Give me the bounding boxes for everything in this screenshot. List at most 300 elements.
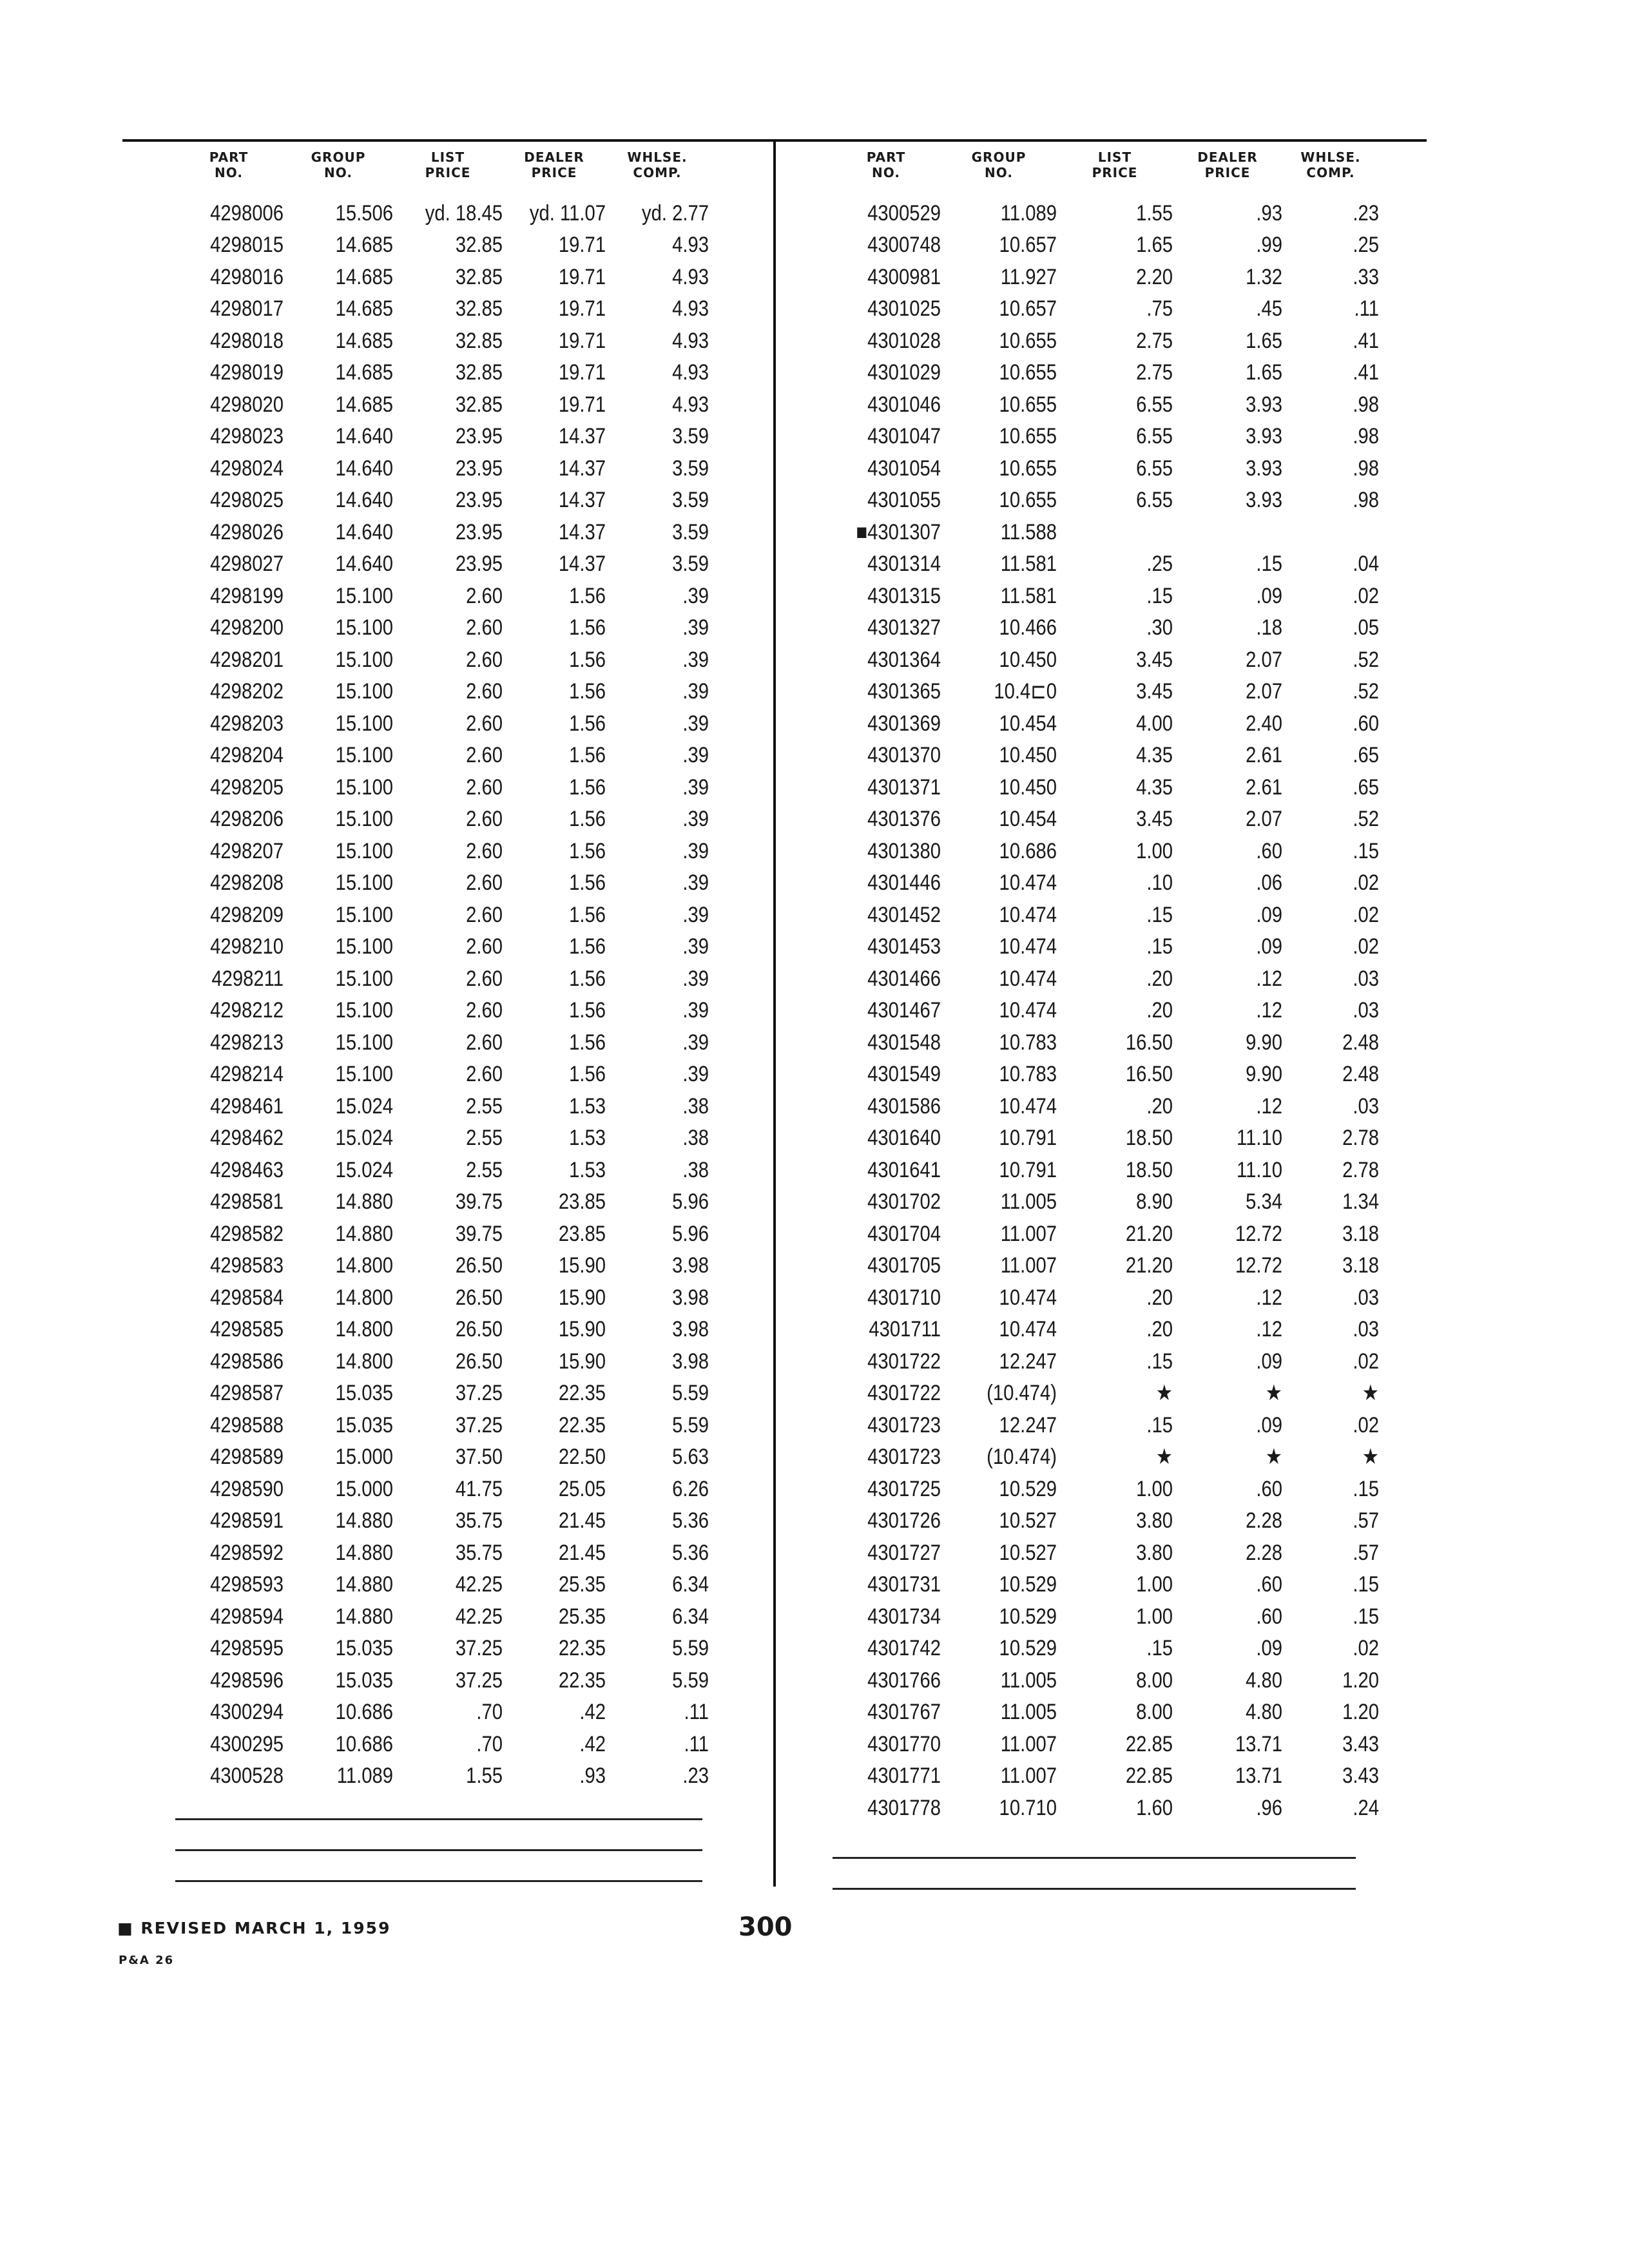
part-no-cell: 4301771 — [867, 1763, 941, 1789]
whlse-comp-cell: .41 — [1353, 360, 1379, 385]
table-row — [174, 1537, 709, 1569]
group-no-cell: 10.529 — [999, 1572, 1057, 1597]
part-no-cell: 4298462 — [210, 1126, 284, 1151]
table-row — [831, 325, 1379, 357]
table-row — [174, 1728, 709, 1760]
whlse-comp-cell: 3.59 — [672, 424, 709, 449]
part-no-cell: 4298588 — [210, 1412, 284, 1437]
table-row — [174, 580, 709, 612]
dealer-price-cell: 15.90 — [558, 1317, 606, 1342]
whlse-comp-cell: .33 — [1353, 264, 1379, 289]
part-no-cell: 4298203 — [210, 711, 284, 736]
whlse-comp-cell: .41 — [1353, 328, 1379, 353]
group-no-cell: 10.474 — [999, 902, 1057, 927]
whlse-comp-cell: 5.59 — [672, 1667, 709, 1693]
header-whlse-comp: WHLSE. COMP. — [627, 149, 688, 180]
table-row — [831, 1282, 1379, 1314]
dealer-price-cell: 11.10 — [1236, 1157, 1282, 1182]
group-no-cell: 15.100 — [335, 807, 393, 832]
table-row — [831, 1314, 1379, 1346]
list-price-cell: 21.20 — [1125, 1253, 1173, 1278]
dealer-price-cell: 2.61 — [1246, 743, 1282, 768]
table-row — [831, 644, 1379, 676]
table-row — [174, 1250, 709, 1282]
dealer-price-cell: 19.71 — [558, 296, 606, 322]
whlse-comp-cell: .04 — [1353, 552, 1379, 577]
table-row — [174, 1409, 709, 1441]
group-no-cell: 15.100 — [335, 647, 393, 672]
group-no-cell: 10.655 — [999, 456, 1057, 481]
table-row — [174, 357, 709, 389]
group-no-cell: 10.474 — [999, 934, 1057, 959]
left-column-header — [174, 149, 709, 192]
list-price-cell: 6.55 — [1136, 488, 1173, 513]
group-no-cell: 15.100 — [335, 711, 393, 736]
part-no-cell: 4301702 — [867, 1189, 941, 1215]
list-price-cell: 32.85 — [455, 264, 503, 289]
group-no-cell: 10.791 — [999, 1157, 1057, 1182]
list-price-cell: 2.60 — [466, 934, 503, 959]
group-no-cell: 10.450 — [999, 774, 1057, 800]
group-no-cell: 10.474 — [999, 1317, 1057, 1342]
group-no-cell: 14.640 — [335, 424, 393, 449]
whlse-comp-cell: .39 — [682, 934, 709, 959]
group-no-cell: 14.880 — [335, 1572, 393, 1597]
table-row — [831, 867, 1379, 899]
table-row — [831, 835, 1379, 867]
part-no-cell: 4298210 — [210, 934, 284, 959]
dealer-price-cell: 1.53 — [569, 1093, 606, 1119]
dealer-price-cell: 9.90 — [1246, 1062, 1282, 1087]
table-row — [831, 293, 1379, 325]
table-row — [831, 1250, 1379, 1282]
header-part-no: PART NO. — [209, 149, 249, 180]
group-no-cell: 11.005 — [1000, 1700, 1057, 1725]
group-no-cell: 11.005 — [1000, 1667, 1057, 1693]
dealer-price-cell: 12.72 — [1235, 1253, 1282, 1278]
whlse-comp-cell: ★ — [1362, 1445, 1379, 1470]
group-no-cell: (10.474) — [987, 1445, 1057, 1470]
table-row — [831, 963, 1379, 995]
group-no-cell: 10.655 — [999, 360, 1057, 385]
list-price-cell: 4.35 — [1136, 774, 1173, 800]
table-row — [174, 1378, 709, 1410]
group-no-cell: 15.100 — [335, 679, 393, 704]
whlse-comp-cell: .60 — [1353, 711, 1379, 736]
whlse-comp-cell: 5.96 — [672, 1189, 709, 1215]
right-table-body — [831, 197, 1379, 1824]
whlse-comp-cell: .02 — [1353, 583, 1379, 608]
part-no-cell: 4301365 — [867, 679, 941, 704]
part-no-cell: 4301766 — [867, 1667, 941, 1693]
part-no-cell: 4300981 — [867, 264, 941, 289]
whlse-comp-cell: .57 — [1353, 1540, 1379, 1565]
part-no-cell: 4298581 — [210, 1189, 284, 1215]
dealer-price-cell: 15.90 — [558, 1253, 606, 1278]
part-no-cell: 4298591 — [210, 1508, 284, 1533]
table-row — [831, 197, 1379, 229]
part-no-cell: 4298025 — [210, 488, 284, 513]
list-price-cell: .70 — [476, 1731, 503, 1756]
whlse-comp-cell: .02 — [1353, 934, 1379, 959]
page-number: 300 — [738, 1912, 793, 1942]
whlse-comp-cell: 6.34 — [672, 1572, 709, 1597]
list-price-cell: 2.60 — [466, 774, 503, 800]
dealer-price-cell: 23.85 — [558, 1221, 606, 1246]
part-no-cell: 4301723 — [867, 1445, 941, 1470]
group-no-cell: 10.454 — [999, 807, 1057, 832]
part-no-cell: 4298207 — [210, 838, 284, 863]
list-price-cell: 4.35 — [1136, 743, 1173, 768]
part-no-cell: 4301778 — [867, 1795, 941, 1820]
part-no-cell: 4298590 — [210, 1476, 284, 1501]
part-no-cell: 4298212 — [210, 998, 284, 1023]
part-no-cell: 4301466 — [867, 966, 941, 991]
group-no-cell: 11.581 — [1000, 583, 1057, 608]
whlse-comp-cell: .98 — [1353, 488, 1379, 513]
whlse-comp-cell: 3.59 — [672, 456, 709, 481]
whlse-comp-cell: .02 — [1353, 1349, 1379, 1374]
list-price-cell: 1.60 — [1136, 1795, 1173, 1820]
whlse-comp-cell: .39 — [682, 711, 709, 736]
list-price-cell: .15 — [1146, 1636, 1173, 1661]
part-no-cell: 4301725 — [867, 1476, 941, 1501]
dealer-price-cell: 2.28 — [1246, 1508, 1282, 1533]
group-no-cell: 15.000 — [335, 1476, 393, 1501]
dealer-price-cell: 1.32 — [1246, 264, 1282, 289]
group-no-cell: 15.100 — [335, 615, 393, 640]
part-no-cell: 4298206 — [210, 807, 284, 832]
table-row — [831, 771, 1379, 803]
list-price-cell: 6.55 — [1136, 456, 1173, 481]
dealer-price-cell: .96 — [1256, 1795, 1282, 1820]
dealer-price-cell: .12 — [1256, 1317, 1282, 1342]
group-no-cell: 10.686 — [999, 838, 1057, 863]
header-list-price: LIST PRICE — [1092, 149, 1138, 180]
table-row — [831, 899, 1379, 931]
part-no-cell: 4298016 — [210, 264, 284, 289]
group-no-cell: 10.527 — [999, 1508, 1057, 1533]
dealer-price-cell: 1.56 — [569, 902, 606, 927]
whlse-comp-cell: .03 — [1353, 998, 1379, 1023]
group-no-cell: 15.035 — [335, 1636, 393, 1661]
table-row — [831, 1537, 1379, 1569]
dealer-price-cell: 22.35 — [558, 1667, 606, 1693]
table-row — [831, 452, 1379, 485]
whlse-comp-cell: .11 — [684, 1700, 709, 1725]
group-no-cell: 10.791 — [999, 1126, 1057, 1151]
group-no-cell: 10.710 — [999, 1795, 1057, 1820]
table-row — [831, 357, 1379, 389]
part-no-cell: 4298209 — [210, 902, 284, 927]
part-no-cell: 4301055 — [867, 488, 941, 513]
part-no-cell: 4301705 — [867, 1253, 941, 1278]
list-price-cell: 37.50 — [455, 1445, 503, 1470]
group-no-cell: 11.007 — [1000, 1731, 1057, 1756]
part-no-cell: 4301586 — [867, 1093, 941, 1119]
whlse-comp-cell: .03 — [1353, 1285, 1379, 1310]
list-price-cell: ★ — [1155, 1381, 1173, 1406]
dealer-price-cell: 14.37 — [558, 519, 606, 544]
dealer-price-cell: 1.56 — [569, 998, 606, 1023]
part-no-cell: 4301054 — [867, 456, 941, 481]
dealer-price-cell: 1.56 — [569, 966, 606, 991]
whlse-comp-cell: 4.93 — [672, 264, 709, 289]
part-no-cell: 4301376 — [867, 807, 941, 832]
whlse-comp-cell: .39 — [682, 583, 709, 608]
whlse-comp-cell: 5.59 — [672, 1636, 709, 1661]
list-price-cell: 22.85 — [1125, 1763, 1173, 1789]
group-no-cell: 14.685 — [335, 392, 393, 417]
table-row — [174, 1282, 709, 1314]
dealer-price-cell: 1.65 — [1246, 328, 1282, 353]
group-no-cell: 10.655 — [999, 488, 1057, 513]
list-price-cell: ★ — [1155, 1445, 1173, 1470]
group-no-cell: 14.800 — [335, 1253, 393, 1278]
group-no-cell: 15.100 — [335, 966, 393, 991]
group-no-cell: 10.783 — [999, 1062, 1057, 1087]
dealer-price-cell: .18 — [1256, 615, 1282, 640]
table-row — [174, 1345, 709, 1378]
header-list-price: LIST PRICE — [425, 149, 471, 180]
part-no-cell: 4298205 — [210, 774, 284, 800]
whlse-comp-cell: 3.98 — [672, 1253, 709, 1278]
list-price-cell: 32.85 — [455, 233, 503, 258]
group-no-cell: 10.450 — [999, 743, 1057, 768]
list-price-cell: 32.85 — [455, 328, 503, 353]
part-no-cell: 4301710 — [867, 1285, 941, 1310]
part-no-cell: 4301369 — [867, 711, 941, 736]
part-no-cell: 4298583 — [210, 1253, 284, 1278]
list-price-cell: 39.75 — [455, 1221, 503, 1246]
group-no-cell: 14.880 — [335, 1221, 393, 1246]
group-no-cell: 10.655 — [999, 328, 1057, 353]
whlse-comp-cell: 3.18 — [1342, 1253, 1379, 1278]
list-price-cell: .15 — [1146, 1349, 1173, 1374]
dealer-price-cell: 23.85 — [558, 1189, 606, 1215]
group-no-cell: 10.657 — [999, 233, 1057, 258]
column-divider — [773, 140, 776, 1887]
part-no-cell: 4298015 — [210, 233, 284, 258]
dealer-price-cell: 1.56 — [569, 583, 606, 608]
whlse-comp-cell: 3.59 — [672, 488, 709, 513]
header-group-no: GROUP NO. — [971, 149, 1027, 180]
list-price-cell: 32.85 — [455, 360, 503, 385]
part-no-cell: 4301371 — [867, 774, 941, 800]
list-price-cell: .15 — [1146, 902, 1173, 927]
dealer-price-cell: .42 — [579, 1700, 606, 1725]
dealer-price-cell: 19.71 — [558, 233, 606, 258]
list-price-cell: 32.85 — [455, 296, 503, 322]
whlse-comp-cell: .52 — [1353, 807, 1379, 832]
list-price-cell: .30 — [1146, 615, 1173, 640]
list-price-cell: .20 — [1146, 1093, 1173, 1119]
whlse-comp-cell: 3.59 — [672, 552, 709, 577]
list-price-cell: 23.95 — [455, 519, 503, 544]
group-no-cell: 14.800 — [335, 1285, 393, 1310]
list-price-cell: 8.00 — [1136, 1700, 1173, 1725]
group-no-cell: 10.529 — [999, 1636, 1057, 1661]
list-price-cell: 2.60 — [466, 583, 503, 608]
part-no-cell: 4298020 — [210, 392, 284, 417]
whlse-comp-cell: 3.98 — [672, 1317, 709, 1342]
whlse-comp-cell: 4.93 — [672, 360, 709, 385]
dealer-price-cell: 1.56 — [569, 838, 606, 863]
part-no-cell: 4298208 — [210, 870, 284, 896]
list-price-cell: 35.75 — [455, 1508, 503, 1533]
table-row — [174, 771, 709, 803]
part-no-cell: 4298023 — [210, 424, 284, 449]
group-no-cell: 10.466 — [999, 615, 1057, 640]
list-price-cell: 18.50 — [1125, 1157, 1173, 1182]
dealer-price-cell: 22.50 — [558, 1445, 606, 1470]
group-no-cell: 10.686 — [335, 1700, 393, 1725]
list-price-cell: .20 — [1146, 1317, 1173, 1342]
part-no-cell: 4300295 — [210, 1731, 284, 1756]
part-no-cell: 4298006 — [210, 200, 284, 226]
part-no-cell: 4301370 — [867, 743, 941, 768]
whlse-comp-cell: .39 — [682, 838, 709, 863]
table-row — [174, 548, 709, 581]
table-row — [174, 516, 709, 548]
group-no-cell: 10.655 — [999, 392, 1057, 417]
part-no-cell: 4301731 — [867, 1572, 941, 1597]
table-row — [174, 1600, 709, 1633]
dealer-price-cell: 22.35 — [558, 1636, 606, 1661]
dealer-price-cell: .42 — [579, 1731, 606, 1756]
whlse-comp-cell: .98 — [1353, 456, 1379, 481]
list-price-cell: 21.20 — [1125, 1221, 1173, 1246]
header-part-no: PART NO. — [866, 149, 906, 180]
whlse-comp-cell: .11 — [1354, 296, 1379, 322]
group-no-cell: 10.529 — [999, 1476, 1057, 1501]
table-row — [831, 1792, 1379, 1824]
table-row — [831, 803, 1379, 836]
whlse-comp-cell: 5.36 — [672, 1540, 709, 1565]
dealer-price-cell: 2.28 — [1246, 1540, 1282, 1565]
dealer-price-cell: 14.37 — [558, 552, 606, 577]
dealer-price-cell: 21.45 — [558, 1508, 606, 1533]
whlse-comp-cell: .02 — [1353, 870, 1379, 896]
whlse-comp-cell: .39 — [682, 615, 709, 640]
part-no-cell: 4301028 — [867, 328, 941, 353]
dealer-price-cell: .93 — [1256, 200, 1282, 226]
list-price-cell: 2.55 — [466, 1093, 503, 1119]
list-price-cell: 42.25 — [455, 1604, 503, 1629]
list-price-cell: 22.85 — [1125, 1731, 1173, 1756]
list-price-cell: .20 — [1146, 998, 1173, 1023]
list-price-cell: 2.60 — [466, 647, 503, 672]
list-price-cell: 23.95 — [455, 552, 503, 577]
part-no-cell: 4298584 — [210, 1285, 284, 1310]
list-price-cell: 16.50 — [1125, 1030, 1173, 1055]
dealer-price-cell: 19.71 — [558, 264, 606, 289]
dealer-price-cell: 1.56 — [569, 647, 606, 672]
list-price-cell: 1.65 — [1136, 233, 1173, 258]
table-row — [831, 1569, 1379, 1601]
group-no-cell: 10.454 — [999, 711, 1057, 736]
whlse-comp-cell: 4.93 — [672, 233, 709, 258]
whlse-comp-cell: .39 — [682, 870, 709, 896]
group-no-cell: 10.474 — [999, 1093, 1057, 1119]
whlse-comp-cell: ★ — [1362, 1381, 1379, 1406]
part-no-cell: 4298211 — [211, 966, 284, 991]
dealer-price-cell: .12 — [1256, 998, 1282, 1023]
part-no-cell: 4301467 — [867, 998, 941, 1023]
list-price-cell: .15 — [1146, 583, 1173, 608]
list-price-cell: 2.60 — [466, 615, 503, 640]
whlse-comp-cell: 1.20 — [1342, 1700, 1379, 1725]
table-row — [831, 1600, 1379, 1633]
table-row — [174, 1505, 709, 1537]
list-price-cell: .20 — [1146, 966, 1173, 991]
right-parts-column — [831, 149, 1379, 1824]
part-no-cell: 4300529 — [867, 200, 941, 226]
list-price-cell: 8.90 — [1136, 1189, 1173, 1215]
part-no-cell: 4298201 — [210, 647, 284, 672]
list-price-cell: 2.60 — [466, 902, 503, 927]
whlse-comp-cell: 3.18 — [1342, 1221, 1379, 1246]
table-row — [174, 612, 709, 644]
group-no-cell: 11.581 — [1000, 552, 1057, 577]
dealer-price-cell: .60 — [1256, 1572, 1282, 1597]
part-no-cell: 4301029 — [867, 360, 941, 385]
part-no-cell: 4298026 — [210, 519, 284, 544]
part-no-cell: 4298586 — [210, 1349, 284, 1374]
dealer-price-cell: .45 — [1256, 296, 1282, 322]
dealer-price-cell: .12 — [1256, 966, 1282, 991]
dealer-price-cell: 1.56 — [569, 1062, 606, 1087]
table-row — [174, 707, 709, 740]
table-row — [174, 485, 709, 517]
list-price-cell: 1.00 — [1136, 1572, 1173, 1597]
whlse-comp-cell: .39 — [682, 807, 709, 832]
part-no-cell: 4301711 — [869, 1317, 941, 1342]
table-row — [831, 261, 1379, 293]
dealer-price-cell: 3.93 — [1246, 424, 1282, 449]
table-row — [831, 1409, 1379, 1441]
table-row — [174, 1473, 709, 1505]
group-no-cell: 10.474 — [999, 1285, 1057, 1310]
part-no-cell: 4300294 — [210, 1700, 284, 1725]
list-price-cell: 2.20 — [1136, 264, 1173, 289]
whlse-comp-cell: .03 — [1353, 1093, 1379, 1119]
dealer-price-cell: .60 — [1256, 1604, 1282, 1629]
table-row — [831, 1218, 1379, 1250]
list-price-cell: 3.45 — [1136, 647, 1173, 672]
dealer-price-cell: .09 — [1256, 583, 1282, 608]
dealer-price-cell: 15.90 — [558, 1285, 606, 1310]
whlse-comp-cell: .15 — [1353, 838, 1379, 863]
group-no-cell: 10.527 — [999, 1540, 1057, 1565]
list-price-cell: 26.50 — [455, 1349, 503, 1374]
table-row — [174, 452, 709, 485]
whlse-comp-cell: .15 — [1353, 1572, 1379, 1597]
group-no-cell: 14.880 — [335, 1604, 393, 1629]
table-row — [174, 740, 709, 772]
group-no-cell: 14.640 — [335, 456, 393, 481]
group-no-cell: 10.4⊏0 — [994, 679, 1057, 704]
group-no-cell: 10.529 — [999, 1604, 1057, 1629]
part-no-cell: 4301025 — [867, 296, 941, 322]
table-row — [831, 580, 1379, 612]
group-no-cell: 14.800 — [335, 1317, 393, 1342]
table-row — [831, 612, 1379, 644]
group-no-cell: 12.247 — [999, 1412, 1057, 1437]
table-row — [174, 1059, 709, 1091]
whlse-comp-cell: 1.34 — [1342, 1189, 1379, 1215]
group-no-cell: 15.024 — [335, 1126, 393, 1151]
